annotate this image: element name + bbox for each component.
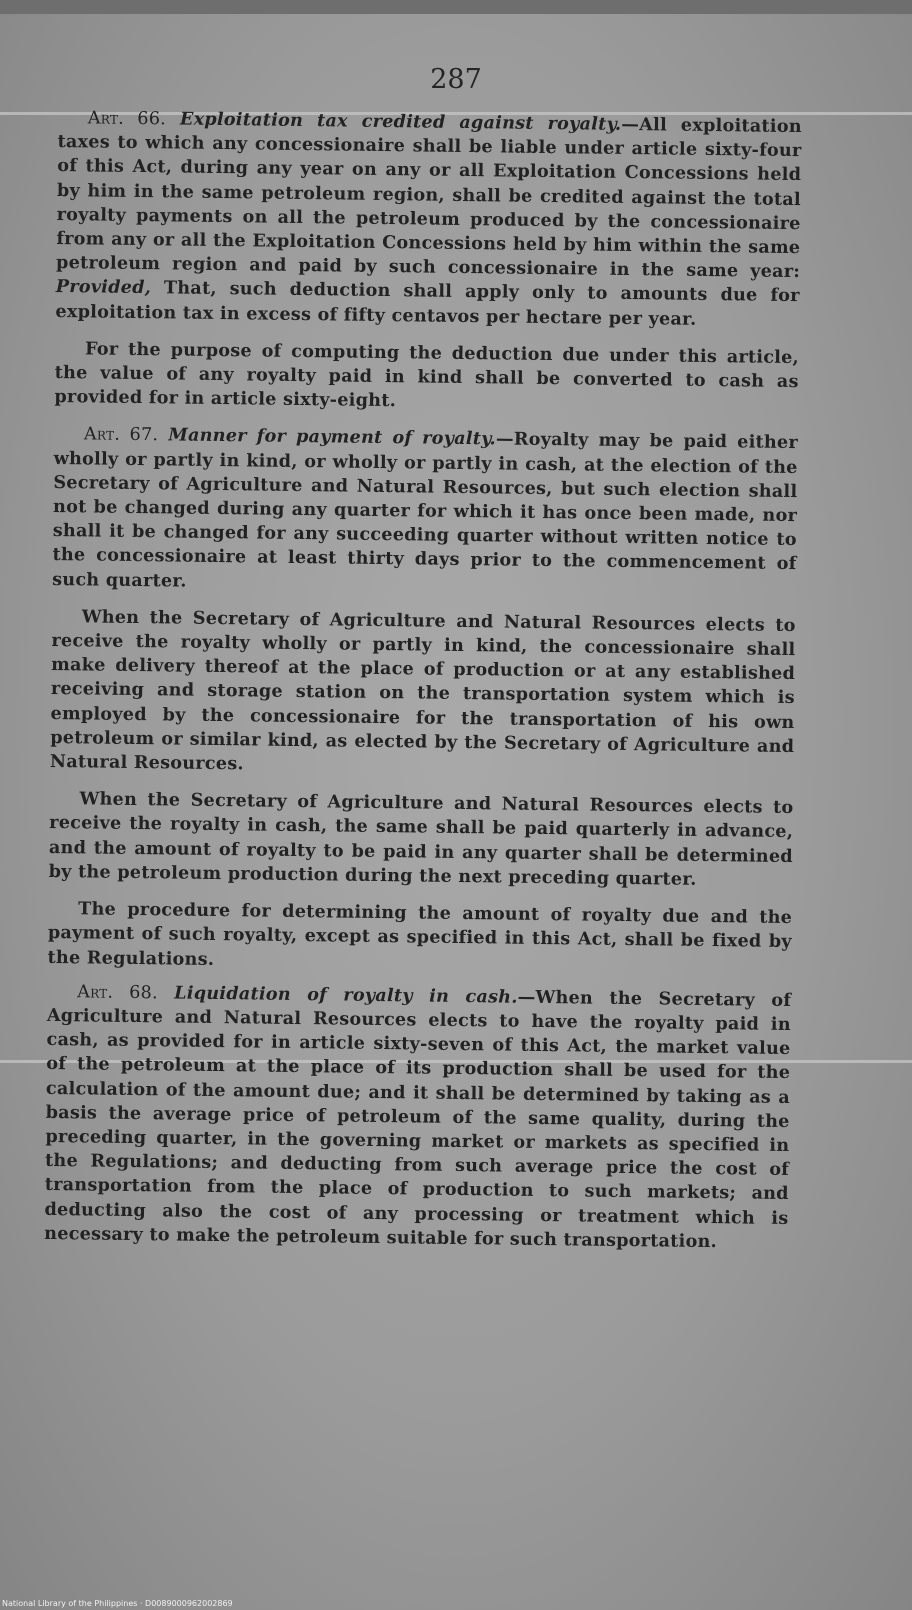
art68-heading: Liquidation of royalty in cash. <box>174 982 518 1008</box>
art66-proviso: Provided, <box>55 276 152 299</box>
art67-heading: Manner for payment of royalty. <box>168 424 497 450</box>
art68-label: Art. 68. <box>77 982 158 1003</box>
art67-paragraph-2: When the Secretary of Agriculture and Natural Resources elects to receive the royalty wholly or partly in kind, the concessionaire shall make delivery thereof at the place of production or at any established receiving and storage station on the transportation system which is employed by the concessionaire for the transportation of his own petroleum or similar kind, as elected by the Secretary of Agriculture and Natural Resources. <box>49 606 796 775</box>
art66-text-a: —All exploitation taxes to which any concessionaire shall be liable under article sixty-four of this Act, during any year on any or all Exploitation Concessions held by him in the same petroleum region, shall be credited against the total royalty payments on all the petroleum produced by the concessionaire from any or all the Exploitation Concessions held by him within the same petroleum region and paid by such concessionaire in the same year: <box>55 113 802 283</box>
art68-paragraph-1 <box>44 980 791 1255</box>
art67-paragraph-1 <box>52 422 798 600</box>
body-text <box>44 106 802 1268</box>
scan-top-edge <box>0 0 912 14</box>
art66-text-b: That, such deduction shall apply only to amounts due for exploitation tax in excess of fifty centavos per hectare per year. <box>55 277 800 330</box>
art66-paragraph-1 <box>55 106 802 333</box>
art67-text: —Royalty may be paid either wholly or partly in kind, or wholly or partly in cash, at the election of the Secretary of Agriculture and Natural Resources, but such election shall not be changed during any quarter for which it has once been made, nor shall it be changed for any succeeding quarter without written notice to the concessionaire at least thirty days prior to the commencement of such quarter. <box>52 428 799 592</box>
art67-paragraph-4: The procedure for determining the amount of royalty due and the payment of such royalty, except as specified in this Act, shall be fixed by the Regulations. <box>47 898 793 970</box>
page-number: 287 <box>430 64 482 95</box>
art68-text: —When the Secretary of Agriculture and Natural Resources elects to have the royalty paid in cash, as provided for in article sixty-seven of this Act, the market value of the petroleum at the place of its production shall be used for the calculation of the amount due; and it shall be determined by taking as a basis the average price of petroleum of the same quality, during the preceding quarter, in the governing market or markets as specified in the Regulations; and deducting from such average price the cost of transportation from the place of production to such markets; and deducting also the cost of any processing or treatment which is necessary to make the petroleum suitable for such transportation. <box>44 986 792 1252</box>
archive-footer: National Library of the Philippines · D0089000962002869 <box>2 1599 233 1608</box>
art66-paragraph-2: For the purpose of computing the deduction due under this article, the value of any royalty paid in kind shall be converted to cash as provided for in article sixty-eight. <box>54 338 800 412</box>
art67-paragraph-3: When the Secretary of Agriculture and Natural Resources elects to receive the royalty in cash, the same shall be paid quarterly in advance, and the amount of royalty to be paid in any quarter shall be determined by the petroleum production during the next preceding quarter. <box>48 788 794 890</box>
art67-label: Art. 67. <box>83 424 159 446</box>
art66-label: Art. 66. <box>87 108 167 130</box>
art66-heading: Exploitation tax credited against royalty. <box>179 108 622 135</box>
